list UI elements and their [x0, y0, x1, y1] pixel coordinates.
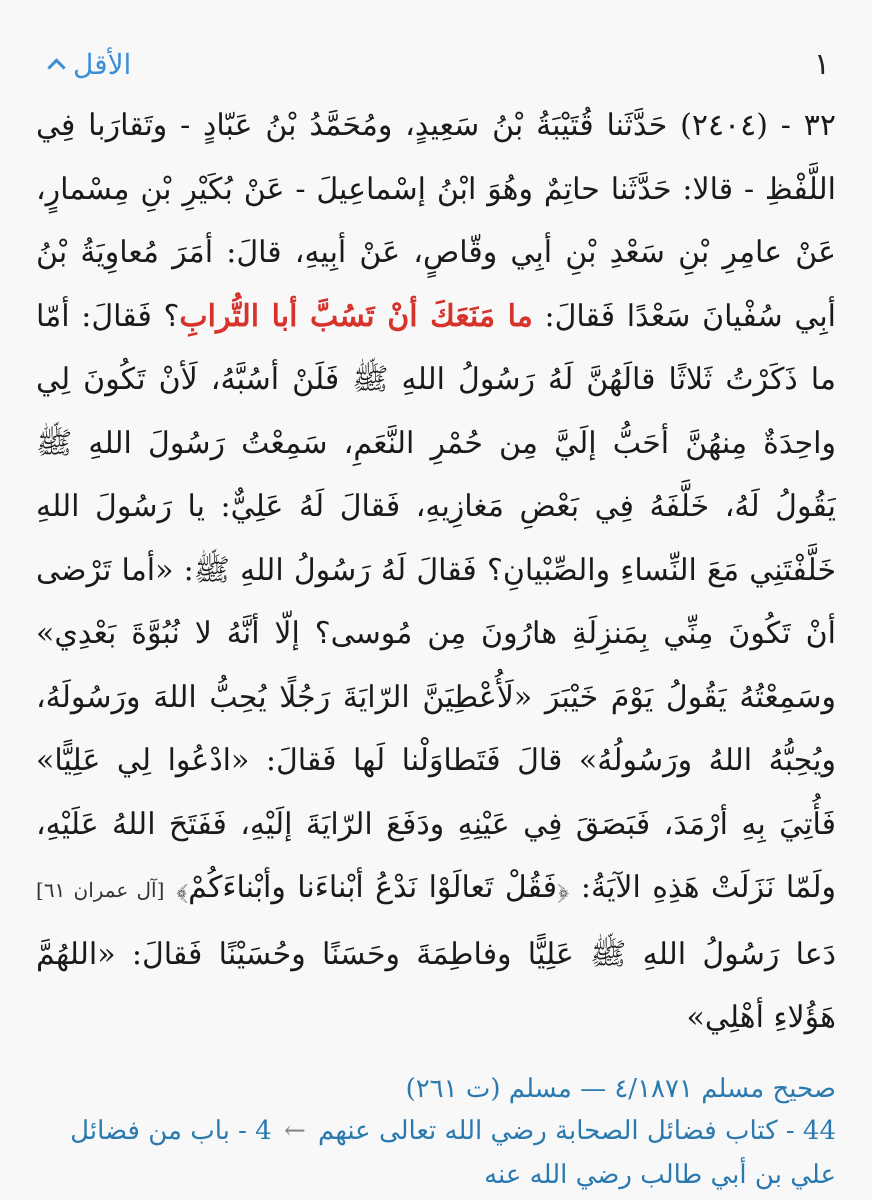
hadith-text-part: ؟ فَقالَ: أمّا ما ذَكَرْتُ ثَلاثًا قالَهُنَّ لَهُ رَسُولُ اللهِ ﷺ فَلَنْ أسُبَّهُ، لَأنْ تَكُونَ لِي واحِدَةٌ مِنهُنَّ أحَبُّ إلَيَّ مِن حُمْرِ النَّعَمِ، سَمِعْتُ رَسُولَ اللهِ ﷺ يَقُولُ لَهُ، خَلَّفَهُ فِي بَعْضِ مَغازِيهِ، فَقالَ لَهُ عَلِيٌّ: يا رَسُولَ اللهِ خَلَّفْتَنِي مَعَ النِّساءِ والصِّبْيانِ؟ فَقالَ لَهُ رَسُولُ اللهِ ﷺ: «أما تَرْضى أنْ تَكُونَ مِنِّي بِمَنزِلَةِ هارُونَ مِن مُوسى؟ إلّا أنَّهُ لا نُبُوَّةَ بَعْدِي» وسَمِعْتُهُ يَقُولُ يَوْمَ خَيْبَرَ «لَأُعْطِيَنَّ الرّايَةَ رَجُلًا يُحِبُّ اللهَ ورَسُولَهُ، ويُحِبُّهُ اللهُ ورَسُولُهُ» قالَ فَتَطاوَلْنا لَها فَقالَ: «ادْعُوا لِي عَلِيًّا» فَأُتِيَ بِهِ أرْمَدَ، فَبَصَقَ فِي عَيْنِهِ ودَفَعَ الرّايَةَ إلَيْهِ، فَفَتَحَ اللهُ عَلَيْهِ، ولَمّا نَزَلَتْ هَذِهِ الآيَةُ: ﴿فَقُلْ تَعالَوْا نَدْعُ أبْناءَنا وأبْناءَكُمْ﴾ — [36, 298, 836, 905]
quran-reference[interactable]: [آل عمران ٦١] — [36, 878, 165, 902]
highlighted-phrase: ما مَنَعَكَ أنْ تَسُبَّ أبا التُّرابِ — [179, 298, 533, 334]
hadith-number: ١ — [813, 46, 830, 82]
source-section — [36, 1069, 836, 1197]
source-citation[interactable]: صحيح مسلم ٤/١٨٧١ — مسلم (ت ٢٦١) — [405, 1074, 836, 1104]
chapter-link[interactable]: 4 - باب من فضائل علي بن أبي طالب رضي الله عنه — [70, 1116, 836, 1190]
show-less-toggle[interactable] — [36, 48, 131, 81]
book-chapter-path — [36, 1109, 836, 1197]
top-bar — [36, 36, 836, 92]
hadith-text — [36, 94, 836, 1039]
show-less-label: الأقل — [73, 47, 132, 81]
book-link[interactable]: 44 - كتاب فضائل الصحابة رضي الله تعالى عنهم — [318, 1116, 836, 1146]
hadith-text-part: ٣٢ - (٢٤٠٤) حَدَّثَنا قُتَيْبَةُ بْنُ سَعِيدٍ، ومُحَمَّدُ بْنُ عَبّادٍ - وتَقارَبا فِي اللَّفْظِ - قالا: حَدَّثَنا حاتِمٌ وهُوَ ابْنُ إسْماعِيلَ - عَنْ بُكَيْرِ بْنِ مِسْمارٍ، عَنْ عامِرِ بْنِ سَعْدِ بْنِ أبِي وقّاصٍ، عَنْ أبِيهِ، قالَ: أمَرَ مُعاوِيَةُ بْنُ أبِي سُفْيانَ سَعْدًا فَقالَ: — [36, 108, 836, 334]
chevron-up-icon — [47, 58, 65, 76]
arrow-left-icon: ← — [283, 1116, 306, 1146]
hadith-text-part: دَعا رَسُولُ اللهِ ﷺ عَلِيًّا وفاطِمَةَ وحَسَنًا وحُسَيْنًا فَقالَ: «اللهُمَّ هَؤُلاءِ أهْلِي» — [36, 936, 836, 1035]
